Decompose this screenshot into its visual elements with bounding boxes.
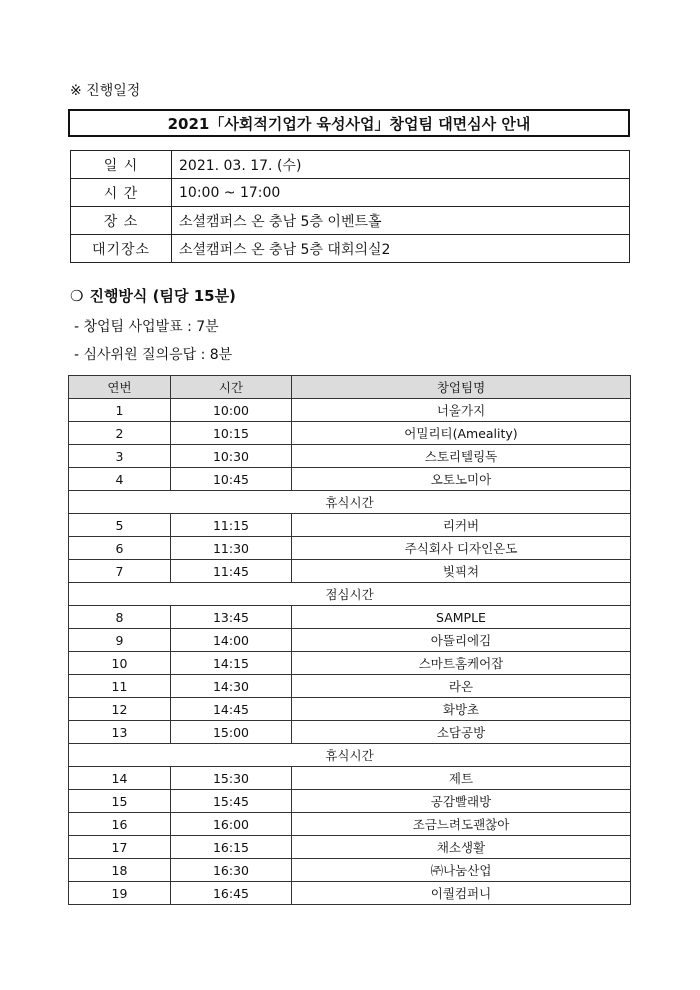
schedule-table	[68, 375, 631, 905]
row-time: 10:30	[171, 445, 292, 468]
table-row	[69, 422, 631, 445]
row-number: 11	[69, 675, 171, 698]
row-team-name: 라온	[292, 675, 631, 698]
row-team-name: SAMPLE	[292, 606, 631, 629]
table-row	[69, 537, 631, 560]
schedule-header-row	[69, 376, 631, 399]
row-time: 14:30	[171, 675, 292, 698]
table-row	[69, 560, 631, 583]
row-time: 16:00	[171, 813, 292, 836]
table-row	[69, 767, 631, 790]
row-team-name: 조금느려도괜찮아	[292, 813, 631, 836]
row-number: 14	[69, 767, 171, 790]
row-time: 16:15	[171, 836, 292, 859]
row-number: 1	[69, 399, 171, 422]
row-number: 5	[69, 514, 171, 537]
row-time: 16:45	[171, 882, 292, 905]
row-team-name: 제트	[292, 767, 631, 790]
row-time: 10:00	[171, 399, 292, 422]
row-number: 9	[69, 629, 171, 652]
header-no: 연번	[69, 376, 171, 399]
table-row	[69, 652, 631, 675]
row-time: 15:00	[171, 721, 292, 744]
info-row-waiting-place	[71, 235, 630, 263]
row-number: 2	[69, 422, 171, 445]
row-time: 11:45	[171, 560, 292, 583]
break-label: 점심시간	[69, 583, 631, 606]
row-team-name: 스토리텔링독	[292, 445, 631, 468]
row-time: 13:45	[171, 606, 292, 629]
method-line-presentation: - 창업팀 사업발표 : 7분	[74, 319, 219, 335]
table-row	[69, 721, 631, 744]
row-number: 12	[69, 698, 171, 721]
row-time: 14:45	[171, 698, 292, 721]
row-number: 4	[69, 468, 171, 491]
table-row	[69, 790, 631, 813]
schedule-body	[69, 399, 631, 905]
info-value: 10:00 ~ 17:00	[172, 179, 630, 207]
row-team-name: 오토노미아	[292, 468, 631, 491]
table-row	[69, 399, 631, 422]
table-row	[69, 468, 631, 491]
table-row	[69, 629, 631, 652]
table-row	[69, 445, 631, 468]
break-label: 휴식시간	[69, 491, 631, 514]
method-title: 진행방식 (팀당 15분)	[89, 287, 236, 305]
row-number: 13	[69, 721, 171, 744]
row-time: 10:45	[171, 468, 292, 491]
row-team-name: 화방초	[292, 698, 631, 721]
info-label: 대기장소	[71, 235, 172, 263]
row-number: 7	[69, 560, 171, 583]
table-row	[69, 675, 631, 698]
row-time: 16:30	[171, 859, 292, 882]
info-label: 일 시	[71, 151, 172, 179]
table-row	[69, 813, 631, 836]
info-row-time	[71, 179, 630, 207]
info-table	[70, 150, 630, 263]
row-number: 17	[69, 836, 171, 859]
header-team: 창업팀명	[292, 376, 631, 399]
section-note: ※ 진행일정	[70, 83, 141, 99]
row-number: 10	[69, 652, 171, 675]
table-row	[69, 836, 631, 859]
table-row	[69, 859, 631, 882]
info-label: 장 소	[71, 207, 172, 235]
row-team-name: 스마트홈케어잡	[292, 652, 631, 675]
info-row-date	[71, 151, 630, 179]
row-team-name: 채소생활	[292, 836, 631, 859]
circle-bullet-icon: ❍	[70, 287, 84, 305]
row-team-name: 아뜰리에김	[292, 629, 631, 652]
row-time: 11:30	[171, 537, 292, 560]
row-number: 19	[69, 882, 171, 905]
table-row	[69, 882, 631, 905]
row-number: 16	[69, 813, 171, 836]
row-team-name: ㈜나눔산업	[292, 859, 631, 882]
break-row	[69, 583, 631, 606]
row-team-name: 빛픽쳐	[292, 560, 631, 583]
info-value: 소셜캠퍼스 온 충남 5층 대회의실2	[172, 235, 630, 263]
row-time: 14:00	[171, 629, 292, 652]
row-time: 11:15	[171, 514, 292, 537]
method-heading	[70, 285, 236, 306]
break-row	[69, 744, 631, 767]
header-time: 시간	[171, 376, 292, 399]
row-team-name: 소담공방	[292, 721, 631, 744]
row-time: 14:15	[171, 652, 292, 675]
row-team-name: 이퀄컴퍼니	[292, 882, 631, 905]
row-time: 15:45	[171, 790, 292, 813]
row-team-name: 주식회사 디자인온도	[292, 537, 631, 560]
row-time: 15:30	[171, 767, 292, 790]
row-team-name: 너울가지	[292, 399, 631, 422]
info-value: 2021. 03. 17. (수)	[172, 151, 630, 179]
break-label: 휴식시간	[69, 744, 631, 767]
row-number: 8	[69, 606, 171, 629]
method-line-qa: - 심사위원 질의응답 : 8분	[74, 347, 233, 363]
table-row	[69, 514, 631, 537]
info-row-place	[71, 207, 630, 235]
document-title: 2021「사회적기업가 육성사업」창업팀 대면심사 안내	[68, 109, 630, 137]
break-row	[69, 491, 631, 514]
info-value: 소셜캠퍼스 온 충남 5층 이벤트홀	[172, 207, 630, 235]
table-row	[69, 698, 631, 721]
row-number: 6	[69, 537, 171, 560]
row-team-name: 리커버	[292, 514, 631, 537]
row-team-name: 공감빨래방	[292, 790, 631, 813]
row-time: 10:15	[171, 422, 292, 445]
row-number: 3	[69, 445, 171, 468]
table-row	[69, 606, 631, 629]
row-number: 18	[69, 859, 171, 882]
row-team-name: 어밀리티(Ameality)	[292, 422, 631, 445]
row-number: 15	[69, 790, 171, 813]
info-label: 시 간	[71, 179, 172, 207]
